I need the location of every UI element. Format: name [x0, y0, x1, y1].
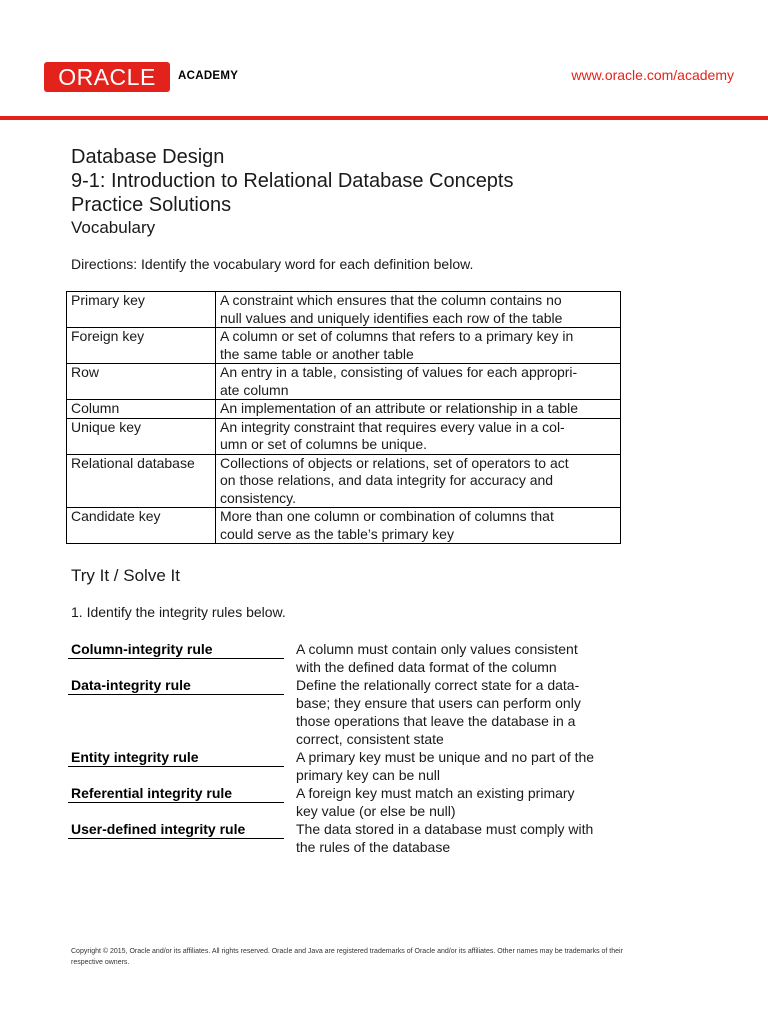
vocab-definition [216, 292, 621, 328]
vocab-term: Row [67, 364, 216, 400]
vocab-row [67, 328, 621, 364]
vocab-definition [216, 364, 621, 400]
rule-name-cell [68, 748, 284, 784]
vocab-row [67, 292, 621, 328]
doc-type-title: Practice Solutions [71, 194, 232, 216]
lesson-title: 9-1: Introduction to Relational Database Concepts [71, 170, 514, 192]
vocab-row [67, 364, 621, 400]
header-divider [0, 116, 768, 120]
academy-url-link[interactable]: www.oracle.com/academy [571, 67, 734, 83]
rule-definition [296, 748, 616, 784]
vocab-definition [216, 400, 621, 419]
section-title-vocabulary: Vocabulary [71, 218, 156, 237]
definition-line: The data stored in a database must comply with [296, 821, 594, 837]
integrity-rule-row [68, 676, 628, 748]
copyright-line: respective owners. [71, 959, 130, 966]
definition-line: Define the relationally correct state for a data- [296, 677, 580, 693]
rule-name-cell [68, 784, 284, 820]
rule-name: Referential integrity rule [68, 784, 284, 803]
vocab-term: Column [67, 400, 216, 419]
vocab-definition [216, 508, 621, 544]
definition-line: Collections of objects or relations, set of operators to act [220, 454, 569, 471]
definition-line: umn or set of columns be unique. [220, 436, 428, 452]
rule-definition [296, 676, 616, 748]
definition-line: on those relations, and data integrity for accuracy and [220, 472, 554, 488]
question-1: 1. Identify the integrity rules below. [71, 604, 286, 620]
definition-line: primary key can be null [296, 767, 440, 783]
vocab-definition [216, 454, 621, 508]
definition-line: the same table or another table [220, 345, 414, 362]
vocab-row [67, 454, 621, 508]
directions-text: Directions: Identify the vocabulary word for each definition below. [71, 256, 474, 272]
vocab-definition [216, 418, 621, 454]
vocab-term: Candidate key [67, 508, 216, 544]
vocab-term: Unique key [67, 418, 216, 454]
copyright-line: Copyright © 2015, Oracle and/or its affiliates. All rights reserved. Oracle and Java are registered trademarks of Oracle and/or its affiliates. Other names may be trademarks of their [71, 948, 623, 955]
vocab-term: Relational database [67, 454, 216, 508]
vocab-term: Primary key [67, 292, 216, 328]
definition-line: A column must contain only values consistent [296, 641, 578, 657]
rule-name: Column-integrity rule [68, 640, 284, 659]
definition-line: consistency. [220, 489, 296, 506]
academy-label: ACADEMY [178, 70, 239, 82]
definition-line: key value (or else be null) [296, 803, 456, 819]
course-title: Database Design [71, 146, 225, 168]
vocab-definition [216, 328, 621, 364]
oracle-logo-text: ORACLE [58, 63, 156, 90]
rule-definition [296, 784, 616, 820]
page-header [0, 0, 768, 120]
definition-line: ate column [220, 381, 289, 398]
vocab-term: Foreign key [67, 328, 216, 364]
vocab-row [67, 508, 621, 544]
rule-definition [296, 820, 616, 856]
copyright-notice [71, 946, 691, 968]
integrity-rule-row [68, 640, 628, 676]
definition-line: the rules of the database [296, 839, 451, 855]
title-block [71, 145, 514, 239]
rule-name: User-defined integrity rule [68, 820, 284, 839]
vocabulary-table [66, 291, 621, 544]
definition-line: An implementation of an attribute or relationship in a table [220, 400, 578, 416]
rule-definition [296, 640, 616, 676]
rule-name: Entity integrity rule [68, 748, 284, 767]
rule-name-cell [68, 676, 284, 748]
oracle-logo [44, 62, 170, 92]
definition-line: An entry in a table, consisting of values for each appropri- [220, 364, 578, 380]
integrity-rules-list [68, 640, 628, 856]
integrity-rule-row [68, 784, 628, 820]
section-title-try-it: Try It / Solve It [71, 566, 180, 585]
definition-line: could serve as the table’s primary key [220, 525, 454, 542]
definition-line: correct, consistent state [296, 731, 444, 747]
definition-line: More than one column or combination of columns that [220, 508, 554, 524]
definition-line: those operations that leave the database in a [296, 713, 576, 729]
integrity-rule-row [68, 748, 628, 784]
definition-line: A foreign key must match an existing primary [296, 785, 575, 801]
rule-name-cell [68, 640, 284, 676]
integrity-rule-row [68, 820, 628, 856]
definition-line: base; they ensure that users can perform only [296, 695, 581, 711]
vocab-row [67, 400, 621, 419]
definition-line: A primary key must be unique and no part of the [296, 749, 595, 765]
definition-line: An integrity constraint that requires every value in a col- [220, 418, 565, 435]
definition-line: with the defined data format of the column [296, 659, 557, 675]
definition-line: A column or set of columns that refers to a primary key in [220, 328, 574, 344]
vocab-row [67, 418, 621, 454]
definition-line: A constraint which ensures that the column contains no [220, 292, 562, 308]
rule-name-cell [68, 820, 284, 856]
definition-line: null values and uniquely identifies each row of the table [220, 309, 563, 326]
rule-name: Data-integrity rule [68, 676, 284, 695]
